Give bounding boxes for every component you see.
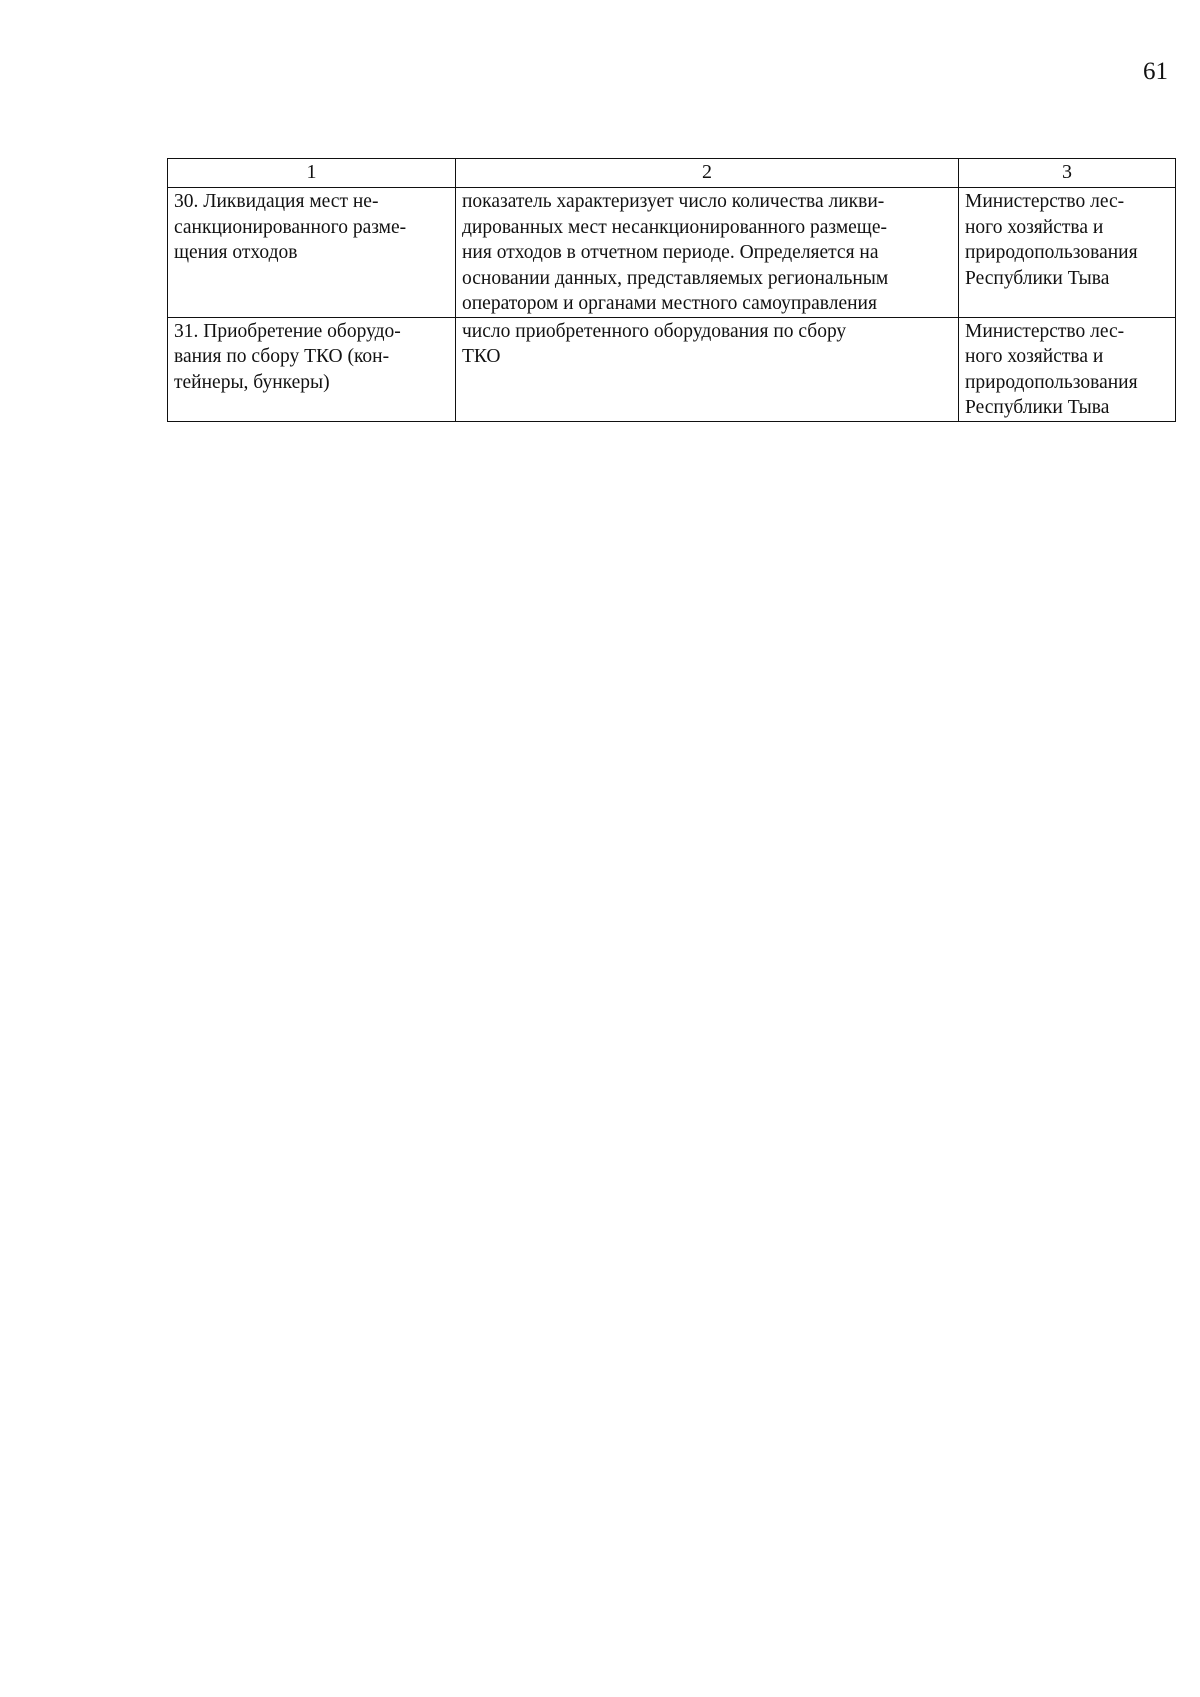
text-line: Республики Тыва	[965, 397, 1110, 418]
text-line: Министерство лес-	[965, 191, 1125, 212]
text-line: вания по сбору ТКО (кон-	[174, 346, 390, 367]
page-number: 61	[1143, 58, 1168, 85]
table-row	[168, 317, 1176, 421]
text-line: ного хозяйства и	[965, 346, 1104, 367]
description-cell	[456, 317, 959, 421]
table-header-row	[168, 159, 1176, 188]
indicators-table	[167, 158, 1176, 422]
text-line: оператором и органами местного самоуправления	[462, 293, 877, 314]
table-row	[168, 188, 1176, 318]
text-line: ния отходов в отчетном периоде. Определяется на	[462, 242, 879, 263]
description-cell	[456, 188, 959, 318]
text-line: Министерство лес-	[965, 320, 1125, 342]
text-line: щения отходов	[174, 242, 298, 263]
text-line: 31. Приобретение оборудо-	[174, 320, 401, 342]
responsible-cell	[959, 188, 1176, 318]
indicator-cell	[168, 188, 456, 318]
text-line: ного хозяйства и	[965, 216, 1104, 238]
column-header-1: 1	[168, 159, 456, 188]
responsible-cell	[959, 317, 1176, 421]
text-line: 30. Ликвидация мест не-	[174, 191, 379, 212]
text-line: Республики Тыва	[965, 267, 1110, 289]
text-line: природопользования	[965, 242, 1138, 263]
text-line: основании данных, представляемых региональным	[462, 267, 889, 289]
text-line: природопользования	[965, 371, 1138, 393]
text-line: дированных мест несанкционированного размеще-	[462, 216, 887, 238]
column-header-3: 3	[959, 159, 1176, 188]
text-line: показатель характеризует число количества ликви-	[462, 191, 885, 212]
text-line: число приобретенного оборудования по сбору	[462, 320, 847, 342]
column-header-2: 2	[456, 159, 959, 188]
text-line: санкционированного разме-	[174, 216, 407, 238]
text-line: тейнеры, бункеры)	[174, 371, 330, 393]
text-line: ТКО	[462, 346, 501, 367]
indicator-cell	[168, 317, 456, 421]
